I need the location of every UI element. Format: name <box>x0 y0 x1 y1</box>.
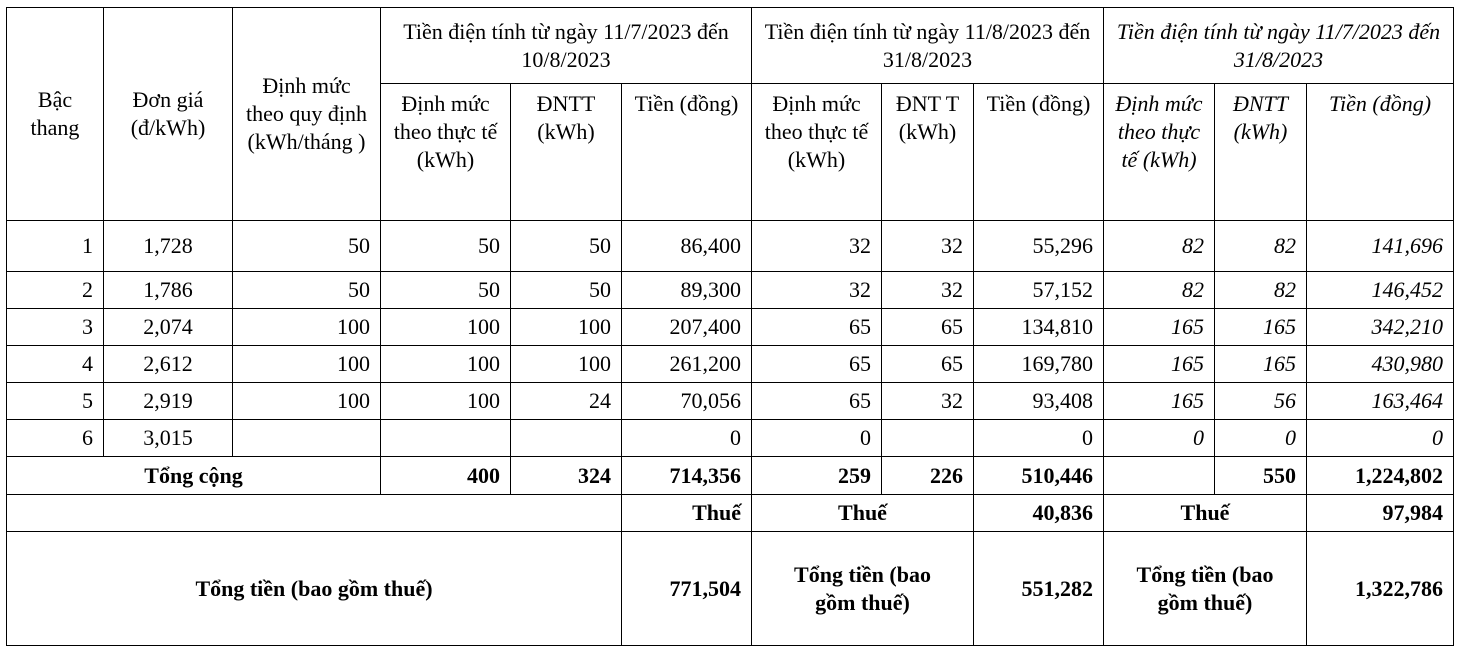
p1-dinh-muc-cell: 50 <box>381 221 511 272</box>
table-row <box>7 272 1454 309</box>
header-p3-dinh-muc: Định mức theo thực tế (kWh) <box>1104 84 1215 221</box>
p2-dntt-cell: 32 <box>882 272 974 309</box>
p3-tien-cell: 0 <box>1307 420 1454 457</box>
grand-total-p3-label: Tổng tiền (bao gồm thuế) <box>1104 532 1307 646</box>
tax-label-p2: Thuế <box>752 495 974 532</box>
header-p2-dntt: ĐNT T (kWh) <box>882 84 974 221</box>
bac-cell: 5 <box>7 383 104 420</box>
quy-dinh-cell: 100 <box>233 383 381 420</box>
header-don-gia: Đơn giá (đ/kWh) <box>104 8 233 221</box>
p2-dinh-muc-cell: 65 <box>752 309 882 346</box>
p1-dinh-muc-cell: 100 <box>381 383 511 420</box>
p1-dntt-cell: 100 <box>511 346 622 383</box>
grand-total-row <box>7 532 1454 646</box>
total-row <box>7 457 1454 495</box>
tax-row <box>7 495 1454 532</box>
p1-tien-cell: 89,300 <box>622 272 752 309</box>
bac-cell: 1 <box>7 221 104 272</box>
header-p3-tien: Tiền (đồng) <box>1307 84 1454 221</box>
p3-dinh-muc-cell: 82 <box>1104 272 1215 309</box>
p3-tien-cell: 141,696 <box>1307 221 1454 272</box>
p1-dinh-muc-cell: 100 <box>381 309 511 346</box>
header-period-3: Tiền điện tính từ ngày 11/7/2023 đến 31/8/2023 <box>1104 8 1454 84</box>
total-p3-dinh-muc <box>1104 457 1215 495</box>
header-p1-tien: Tiền (đồng) <box>622 84 752 221</box>
p2-dinh-muc-cell: 32 <box>752 272 882 309</box>
total-p1-dntt: 324 <box>511 457 622 495</box>
total-p2-dntt: 226 <box>882 457 974 495</box>
p2-tien-cell: 55,296 <box>974 221 1104 272</box>
p3-dinh-muc-cell: 165 <box>1104 309 1215 346</box>
gia-cell: 1,786 <box>104 272 233 309</box>
header-period-2: Tiền điện tính từ ngày 11/8/2023 đến 31/8/2023 <box>752 8 1104 84</box>
p2-tien-cell: 93,408 <box>974 383 1104 420</box>
p2-tien-cell: 0 <box>974 420 1104 457</box>
tax-value-p2: 40,836 <box>974 495 1104 532</box>
total-p1-tien: 714,356 <box>622 457 752 495</box>
p1-dinh-muc-cell: 50 <box>381 272 511 309</box>
header-p2-tien: Tiền (đồng) <box>974 84 1104 221</box>
p2-dinh-muc-cell: 0 <box>752 420 882 457</box>
gia-cell: 2,612 <box>104 346 233 383</box>
p3-dntt-cell: 165 <box>1215 309 1307 346</box>
header-dinh-muc-quy-dinh: Định mức theo quy định (kWh/tháng ) <box>233 8 381 221</box>
table-row <box>7 221 1454 272</box>
total-p1-dinh-muc: 400 <box>381 457 511 495</box>
total-p3-dntt: 550 <box>1215 457 1307 495</box>
p3-tien-cell: 163,464 <box>1307 383 1454 420</box>
p3-dinh-muc-cell: 0 <box>1104 420 1215 457</box>
table-row <box>7 346 1454 383</box>
header-bac-thang: Bậc thang <box>7 8 104 221</box>
electricity-bill-table <box>6 7 1454 646</box>
bac-cell: 4 <box>7 346 104 383</box>
tax-label-p3: Thuế <box>1104 495 1307 532</box>
p1-dntt-cell: 24 <box>511 383 622 420</box>
header-p1-dinh-muc: Định mức theo thực tế (kWh) <box>381 84 511 221</box>
header-p1-dntt: ĐNTT (kWh) <box>511 84 622 221</box>
p3-tien-cell: 342,210 <box>1307 309 1454 346</box>
p3-dntt-cell: 82 <box>1215 272 1307 309</box>
tax-empty-cell <box>7 495 622 532</box>
quy-dinh-cell: 100 <box>233 309 381 346</box>
total-p2-dinh-muc: 259 <box>752 457 882 495</box>
p2-dinh-muc-cell: 65 <box>752 346 882 383</box>
p2-dntt-cell: 65 <box>882 309 974 346</box>
p3-dinh-muc-cell: 82 <box>1104 221 1215 272</box>
grand-total-p3-value: 1,322,786 <box>1307 532 1454 646</box>
p2-tien-cell: 57,152 <box>974 272 1104 309</box>
p1-tien-cell: 261,200 <box>622 346 752 383</box>
bac-cell: 2 <box>7 272 104 309</box>
p1-dntt-cell: 50 <box>511 221 622 272</box>
p2-dntt-cell: 65 <box>882 346 974 383</box>
p2-tien-cell: 169,780 <box>974 346 1104 383</box>
p1-dntt-cell: 100 <box>511 309 622 346</box>
total-p3-tien: 1,224,802 <box>1307 457 1454 495</box>
table-row <box>7 309 1454 346</box>
p3-dinh-muc-cell: 165 <box>1104 346 1215 383</box>
p3-tien-cell: 146,452 <box>1307 272 1454 309</box>
p1-dinh-muc-cell: 100 <box>381 346 511 383</box>
p3-tien-cell: 430,980 <box>1307 346 1454 383</box>
gia-cell: 2,074 <box>104 309 233 346</box>
gia-cell: 2,919 <box>104 383 233 420</box>
header-p2-dinh-muc: Định mức theo thực tế (kWh) <box>752 84 882 221</box>
table-row <box>7 383 1454 420</box>
gia-cell: 1,728 <box>104 221 233 272</box>
p2-dinh-muc-cell: 32 <box>752 221 882 272</box>
p2-tien-cell: 134,810 <box>974 309 1104 346</box>
p1-tien-cell: 70,056 <box>622 383 752 420</box>
tax-label-p1: Thuế <box>622 495 752 532</box>
quy-dinh-cell <box>233 420 381 457</box>
p3-dntt-cell: 56 <box>1215 383 1307 420</box>
header-p3-dntt: ĐNTT (kWh) <box>1215 84 1307 221</box>
p1-dinh-muc-cell <box>381 420 511 457</box>
p1-tien-cell: 207,400 <box>622 309 752 346</box>
bac-cell: 6 <box>7 420 104 457</box>
quy-dinh-cell: 100 <box>233 346 381 383</box>
p2-dinh-muc-cell: 65 <box>752 383 882 420</box>
p1-tien-cell: 86,400 <box>622 221 752 272</box>
p2-dntt-cell: 32 <box>882 383 974 420</box>
grand-total-p2-value: 551,282 <box>974 532 1104 646</box>
p3-dntt-cell: 165 <box>1215 346 1307 383</box>
quy-dinh-cell: 50 <box>233 221 381 272</box>
p1-tien-cell: 0 <box>622 420 752 457</box>
p2-dntt-cell <box>882 420 974 457</box>
p3-dinh-muc-cell: 165 <box>1104 383 1215 420</box>
grand-total-p2-label: Tổng tiền (bao gồm thuế) <box>752 532 974 646</box>
header-period-1: Tiền điện tính từ ngày 11/7/2023 đến 10/8/2023 <box>381 8 752 84</box>
grand-total-label: Tổng tiền (bao gồm thuế) <box>7 532 622 646</box>
p3-dntt-cell: 0 <box>1215 420 1307 457</box>
p3-dntt-cell: 82 <box>1215 221 1307 272</box>
tax-value-p3: 97,984 <box>1307 495 1454 532</box>
gia-cell: 3,015 <box>104 420 233 457</box>
p2-dntt-cell: 32 <box>882 221 974 272</box>
p1-dntt-cell: 50 <box>511 272 622 309</box>
grand-total-p1-value: 771,504 <box>622 532 752 646</box>
quy-dinh-cell: 50 <box>233 272 381 309</box>
bac-cell: 3 <box>7 309 104 346</box>
p1-dntt-cell <box>511 420 622 457</box>
total-label: Tổng cộng <box>7 457 381 495</box>
table-row <box>7 420 1454 457</box>
total-p2-tien: 510,446 <box>974 457 1104 495</box>
